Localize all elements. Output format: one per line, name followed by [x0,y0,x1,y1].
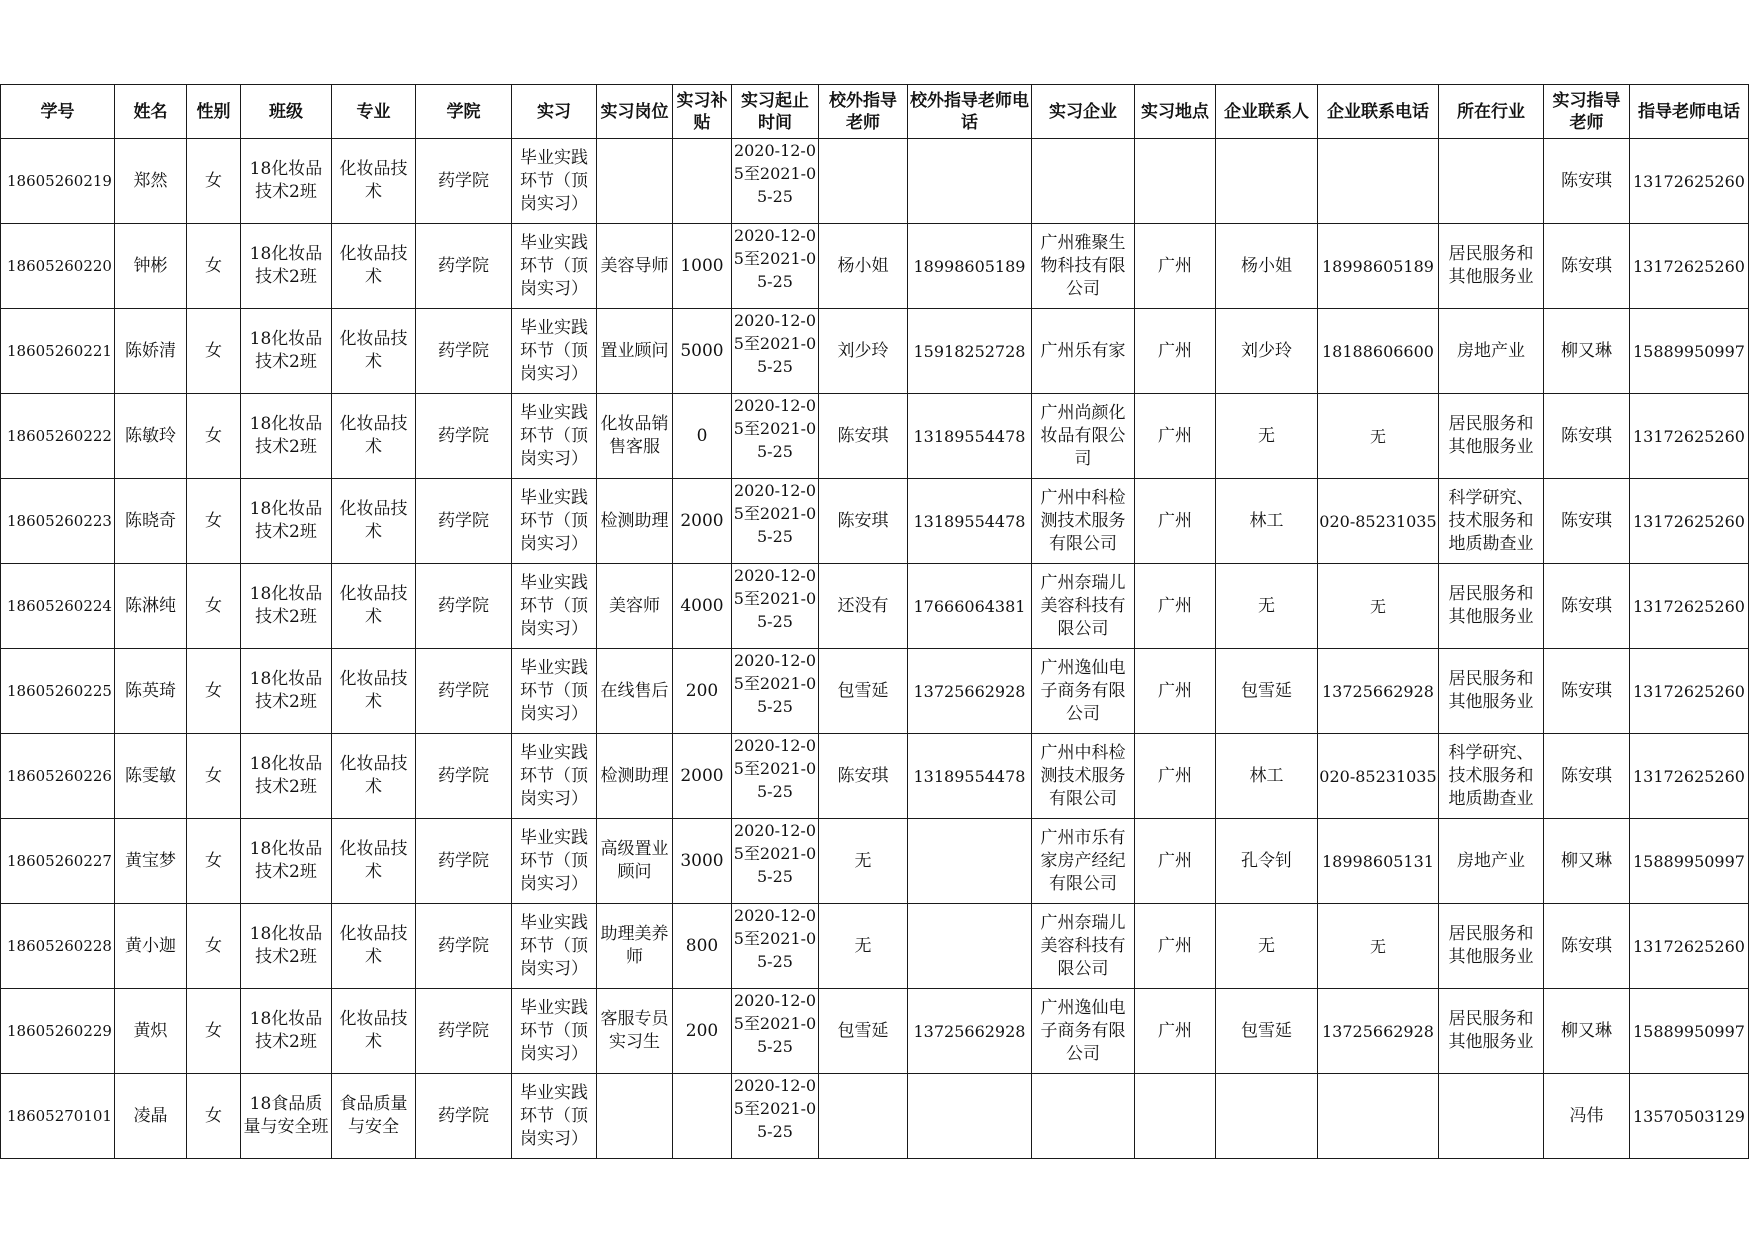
table-cell [1215,1074,1317,1159]
table-row [1,1074,1749,1159]
table-cell: 广州奈瑞儿美容科技有限公司 [1031,904,1134,989]
table-cell: 毕业实践环节（顶岗实习） [511,904,596,989]
table-cell: 化妆品技术 [331,819,415,904]
table-cell: 置业顾问 [596,309,672,394]
table-cell: 化妆品技术 [331,564,415,649]
date-range-text: 2020-12-05至2021-05-25 [733,311,817,376]
table-cell: 检测助理 [596,734,672,819]
table-cell: 黄炽 [114,989,186,1074]
column-header: 企业联系电话 [1317,85,1438,139]
table-cell: 无 [818,904,907,989]
table-cell: 居民服务和其他服务业 [1438,649,1543,734]
table-cell: 食品质量与安全 [331,1074,415,1159]
table-cell [1031,139,1134,224]
table-row [1,819,1749,904]
column-header: 企业联系人 [1215,85,1317,139]
table-cell: 化妆品技术 [331,734,415,819]
table-row [1,309,1749,394]
date-range-text: 2020-12-05至2021-05-25 [733,1076,817,1141]
table-cell: 陈安琪 [1543,394,1629,479]
table-cell: 广州逸仙电子商务有限公司 [1031,989,1134,1074]
table-cell [731,904,818,989]
table-cell: 18化妆品技术2班 [240,139,331,224]
table-cell: 陈安琪 [1543,224,1629,309]
table-cell [672,1074,731,1159]
table-cell: 无 [818,819,907,904]
table-cell: 药学院 [415,309,511,394]
table-cell: 化妆品技术 [331,224,415,309]
table-cell: 13725662928 [907,649,1031,734]
column-header: 姓名 [114,85,186,139]
table-cell: 18605260229 [1,989,115,1074]
table-cell: 13189554478 [907,479,1031,564]
column-header: 实习指导老师 [1543,85,1629,139]
table-cell: 包雪延 [818,989,907,1074]
table-cell: 18605270101 [1,1074,115,1159]
column-header: 实习岗位 [596,85,672,139]
table-cell: 药学院 [415,394,511,479]
table-cell [672,139,731,224]
table-cell: 女 [186,394,240,479]
table-cell: 林工 [1215,479,1317,564]
table-cell: 0 [672,394,731,479]
date-range-text: 2020-12-05至2021-05-25 [733,736,817,801]
table-cell: 广州 [1134,989,1215,1074]
table-cell: 毕业实践环节（顶岗实习） [511,139,596,224]
table-cell [1215,139,1317,224]
table-cell: 5000 [672,309,731,394]
table-cell: 包雪延 [818,649,907,734]
table-row [1,989,1749,1074]
table-cell: 陈娇清 [114,309,186,394]
table-cell: 18食品质量与安全班 [240,1074,331,1159]
table-cell: 广州 [1134,479,1215,564]
table-cell: 18605260221 [1,309,115,394]
internship-table [0,84,1749,1159]
table-cell: 13172625260 [1629,224,1748,309]
table-cell: 13570503129 [1629,1074,1748,1159]
table-cell: 18998605189 [1317,224,1438,309]
table-cell [1031,1074,1134,1159]
table-cell: 陈淋纯 [114,564,186,649]
table-header [1,85,1749,139]
table-cell: 18998605189 [907,224,1031,309]
table-cell: 毕业实践环节（顶岗实习） [511,649,596,734]
table-cell: 杨小姐 [818,224,907,309]
table-cell [596,1074,672,1159]
date-range-text: 2020-12-05至2021-05-25 [733,141,817,206]
table-cell: 客服专员实习生 [596,989,672,1074]
table-cell: 毕业实践环节（顶岗实习） [511,309,596,394]
table-cell: 18化妆品技术2班 [240,479,331,564]
table-row [1,139,1749,224]
table-cell: 2000 [672,479,731,564]
date-range-text: 2020-12-05至2021-05-25 [733,821,817,886]
table-cell: 林工 [1215,734,1317,819]
table-cell: 18605260219 [1,139,115,224]
column-header: 实习 [511,85,596,139]
table-cell: 助理美养师 [596,904,672,989]
table-cell: 居民服务和其他服务业 [1438,904,1543,989]
table-cell: 陈安琪 [818,479,907,564]
table-cell: 陈安琪 [818,734,907,819]
table-cell: 15889950997 [1629,989,1748,1074]
table-cell: 1000 [672,224,731,309]
table-cell: 药学院 [415,224,511,309]
table-cell: 广州 [1134,819,1215,904]
table-cell: 美容师 [596,564,672,649]
date-range-text: 2020-12-05至2021-05-25 [733,481,817,546]
table-cell: 13189554478 [907,734,1031,819]
table-cell: 化妆品技术 [331,989,415,1074]
table-cell: 18化妆品技术2班 [240,989,331,1074]
table-cell: 18化妆品技术2班 [240,904,331,989]
table-cell: 广州奈瑞儿美容科技有限公司 [1031,564,1134,649]
table-cell: 毕业实践环节（顶岗实习） [511,564,596,649]
table-cell: 女 [186,224,240,309]
table-cell [731,479,818,564]
column-header: 学院 [415,85,511,139]
table-cell: 15918252728 [907,309,1031,394]
table-cell: 200 [672,989,731,1074]
table-cell [818,1074,907,1159]
table-cell: 广州市乐有家房产经纪有限公司 [1031,819,1134,904]
table-cell: 检测助理 [596,479,672,564]
table-cell: 柳又琳 [1543,309,1629,394]
table-cell [1134,1074,1215,1159]
table-cell: 陈安琪 [1543,904,1629,989]
table-cell: 18605260220 [1,224,115,309]
table-cell: 刘少玲 [1215,309,1317,394]
table-cell: 还没有 [818,564,907,649]
table-cell: 高级置业顾问 [596,819,672,904]
table-cell [907,904,1031,989]
table-cell: 药学院 [415,649,511,734]
table-cell: 凌晶 [114,1074,186,1159]
table-cell: 18化妆品技术2班 [240,309,331,394]
table-cell: 18605260225 [1,649,115,734]
table-cell: 广州 [1134,224,1215,309]
table-cell: 020-85231035 [1317,479,1438,564]
table-cell: 毕业实践环节（顶岗实习） [511,819,596,904]
table-cell: 化妆品技术 [331,649,415,734]
column-header: 所在行业 [1438,85,1543,139]
table-cell: 黄宝梦 [114,819,186,904]
table-cell: 女 [186,139,240,224]
table-cell [731,819,818,904]
table-cell: 毕业实践环节（顶岗实习） [511,394,596,479]
table-cell: 13189554478 [907,394,1031,479]
table-cell: 18化妆品技术2班 [240,819,331,904]
table-cell [818,139,907,224]
table-cell: 药学院 [415,989,511,1074]
table-cell: 13172625260 [1629,394,1748,479]
table-cell: 无 [1215,904,1317,989]
date-range-text: 2020-12-05至2021-05-25 [733,566,817,631]
table-cell [731,1074,818,1159]
table-cell: 柳又琳 [1543,989,1629,1074]
table-cell: 广州 [1134,649,1215,734]
table-cell: 18998605131 [1317,819,1438,904]
table-cell: 广州 [1134,309,1215,394]
table-cell: 冯伟 [1543,1074,1629,1159]
table-cell: 陈安琪 [1543,734,1629,819]
table-cell: 15889950997 [1629,819,1748,904]
table-cell: 陈安琪 [1543,564,1629,649]
table-cell: 药学院 [415,819,511,904]
table-cell: 15889950997 [1629,309,1748,394]
table-cell: 房地产业 [1438,819,1543,904]
table-cell: 13172625260 [1629,479,1748,564]
table-cell: 广州中科检测技术服务有限公司 [1031,479,1134,564]
table-cell: 17666064381 [907,564,1031,649]
table-cell: 13172625260 [1629,564,1748,649]
table-cell: 广州中科检测技术服务有限公司 [1031,734,1134,819]
table-cell: 800 [672,904,731,989]
table-cell: 13172625260 [1629,649,1748,734]
table-cell: 毕业实践环节（顶岗实习） [511,1074,596,1159]
table-cell: 18605260227 [1,819,115,904]
table-cell: 药学院 [415,1074,511,1159]
table-cell: 药学院 [415,139,511,224]
table-cell: 郑然 [114,139,186,224]
table-cell [731,649,818,734]
table-cell: 柳又琳 [1543,819,1629,904]
table-cell: 陈晓奇 [114,479,186,564]
column-header: 学号 [1,85,115,139]
table-cell: 18605260223 [1,479,115,564]
table-cell: 陈安琪 [818,394,907,479]
date-range-text: 2020-12-05至2021-05-25 [733,396,817,461]
table-cell: 杨小姐 [1215,224,1317,309]
table-cell: 药学院 [415,734,511,819]
table-cell: 毕业实践环节（顶岗实习） [511,734,596,819]
table-cell: 020-85231035 [1317,734,1438,819]
table-cell [731,394,818,479]
table-cell: 女 [186,819,240,904]
table-cell: 毕业实践环节（顶岗实习） [511,224,596,309]
table-cell: 科学研究、技术服务和地质勘查业 [1438,734,1543,819]
table-cell: 陈英琦 [114,649,186,734]
table-cell: 200 [672,649,731,734]
table-cell: 无 [1215,394,1317,479]
table-cell: 化妆品销售客服 [596,394,672,479]
table-cell: 化妆品技术 [331,309,415,394]
table-cell: 居民服务和其他服务业 [1438,394,1543,479]
table-cell: 2000 [672,734,731,819]
table-cell: 陈安琪 [1543,649,1629,734]
table-cell [907,1074,1031,1159]
date-range-text: 2020-12-05至2021-05-25 [733,226,817,291]
table-cell: 化妆品技术 [331,479,415,564]
column-header: 实习起止时间 [731,85,818,139]
table-cell: 广州雅聚生物科技有限公司 [1031,224,1134,309]
table-cell: 药学院 [415,564,511,649]
table-cell [907,139,1031,224]
table-cell: 包雪延 [1215,649,1317,734]
table-cell: 18188606600 [1317,309,1438,394]
column-header: 实习补贴 [672,85,731,139]
table-cell: 科学研究、技术服务和地质勘查业 [1438,479,1543,564]
table-cell: 房地产业 [1438,309,1543,394]
table-cell: 18605260224 [1,564,115,649]
table-cell [1317,1074,1438,1159]
table-cell: 无 [1215,564,1317,649]
table-cell: 13172625260 [1629,904,1748,989]
table-cell [731,139,818,224]
table-cell: 化妆品技术 [331,904,415,989]
column-header: 指导老师电话 [1629,85,1748,139]
table-cell: 女 [186,564,240,649]
table-row [1,479,1749,564]
table-cell: 无 [1317,904,1438,989]
table-cell [731,564,818,649]
column-header: 专业 [331,85,415,139]
column-header: 校外指导老师 [818,85,907,139]
table-cell: 居民服务和其他服务业 [1438,564,1543,649]
table-row [1,224,1749,309]
table-cell: 广州尚颜化妆品有限公司 [1031,394,1134,479]
table-cell: 女 [186,904,240,989]
table-cell: 18605260222 [1,394,115,479]
table-cell: 13172625260 [1629,139,1748,224]
table-cell: 陈敏玲 [114,394,186,479]
table-cell: 陈安琪 [1543,139,1629,224]
date-range-text: 2020-12-05至2021-05-25 [733,906,817,971]
table-cell: 18化妆品技术2班 [240,394,331,479]
table-body [1,139,1749,1159]
table-cell: 毕业实践环节（顶岗实习） [511,479,596,564]
table-cell: 陈雯敏 [114,734,186,819]
column-header: 校外指导老师电话 [907,85,1031,139]
table-cell: 女 [186,1074,240,1159]
table-cell: 广州 [1134,564,1215,649]
header-row [1,85,1749,139]
table-cell: 18化妆品技术2班 [240,734,331,819]
table-cell: 钟彬 [114,224,186,309]
table-cell: 居民服务和其他服务业 [1438,989,1543,1074]
date-range-text: 2020-12-05至2021-05-25 [733,991,817,1056]
table-row [1,734,1749,819]
table-cell: 无 [1317,564,1438,649]
table-cell: 广州 [1134,904,1215,989]
table-cell: 18化妆品技术2班 [240,564,331,649]
table-cell: 18605260228 [1,904,115,989]
table-cell [596,139,672,224]
table-row [1,649,1749,734]
table-cell: 女 [186,734,240,819]
column-header: 班级 [240,85,331,139]
date-range-text: 2020-12-05至2021-05-25 [733,651,817,716]
table-cell: 无 [1317,394,1438,479]
table-cell [731,224,818,309]
table-cell: 居民服务和其他服务业 [1438,224,1543,309]
table-cell: 4000 [672,564,731,649]
table-cell: 女 [186,649,240,734]
table-cell [731,309,818,394]
table-cell: 广州 [1134,394,1215,479]
table-cell: 13725662928 [907,989,1031,1074]
table-cell [1438,139,1543,224]
table-cell: 女 [186,989,240,1074]
table-cell: 陈安琪 [1543,479,1629,564]
table-row [1,564,1749,649]
table-row [1,394,1749,479]
table-cell: 广州逸仙电子商务有限公司 [1031,649,1134,734]
table-cell: 女 [186,309,240,394]
table-cell: 在线售后 [596,649,672,734]
table-cell: 3000 [672,819,731,904]
column-header: 性别 [186,85,240,139]
table-cell: 黄小迦 [114,904,186,989]
table-cell: 女 [186,479,240,564]
table-cell: 药学院 [415,904,511,989]
table-cell: 药学院 [415,479,511,564]
table-cell: 18605260226 [1,734,115,819]
table-cell: 化妆品技术 [331,139,415,224]
table-cell: 广州乐有家 [1031,309,1134,394]
table-cell [1438,1074,1543,1159]
table-row [1,904,1749,989]
table-cell: 毕业实践环节（顶岗实习） [511,989,596,1074]
column-header: 实习地点 [1134,85,1215,139]
table-cell [1317,139,1438,224]
table-cell: 广州 [1134,734,1215,819]
table-cell: 化妆品技术 [331,394,415,479]
table-cell [907,819,1031,904]
table-cell: 18化妆品技术2班 [240,649,331,734]
table-cell: 13725662928 [1317,649,1438,734]
table-cell: 13725662928 [1317,989,1438,1074]
table-cell [731,989,818,1074]
table-cell: 18化妆品技术2班 [240,224,331,309]
table-cell [731,734,818,819]
table-cell: 孔令钊 [1215,819,1317,904]
table-cell: 美容导师 [596,224,672,309]
table-cell [1134,139,1215,224]
table-cell: 13172625260 [1629,734,1748,819]
table-cell: 包雪延 [1215,989,1317,1074]
table-cell: 刘少玲 [818,309,907,394]
column-header: 实习企业 [1031,85,1134,139]
